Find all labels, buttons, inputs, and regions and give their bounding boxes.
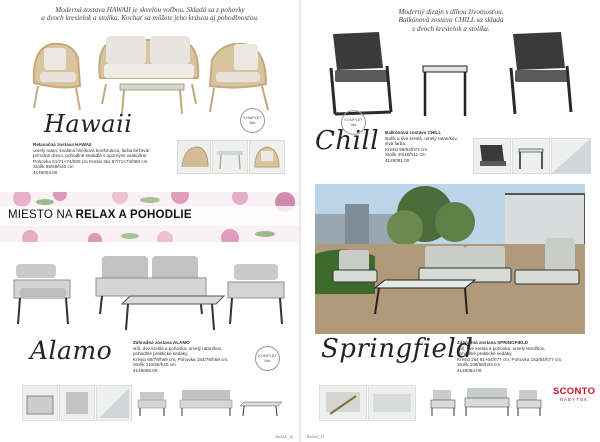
alamo-desc-line-2: pohodlné praktické sedáky,	[133, 351, 189, 357]
chill-komplet-badge	[341, 110, 366, 135]
hawaii-thumb-3	[249, 140, 285, 174]
chill-description	[385, 130, 475, 164]
chill-desc-kreslo: Kreslo 59/64/h73 cm	[385, 146, 428, 152]
chill-desc-line-2: sivá farba,	[385, 141, 407, 147]
alamo-desc-kreslo: Kreslo 66/78/h69 cm, Pohovka 154/78/h69 cm,	[133, 356, 229, 362]
left-page	[0, 0, 299, 442]
hawaii-left-cushion	[40, 72, 76, 82]
hawaii-intro-line-1: Moderná zostava HAWAII je skvelou voľbou. Skladá sa z pohovky	[55, 6, 245, 14]
hawaii-thumb-1	[177, 140, 211, 174]
chill-intro-line-1: Moderný dizajn s dlhou životnosťou.	[398, 8, 504, 16]
sconto-logo	[553, 386, 595, 416]
hawaii-desc-line-1: umelý ratan, kvalitná hliníková konštrukcia, farba béžová/	[33, 147, 150, 153]
chill-desc-stolik: Stolík 40/40/h41 cm	[385, 152, 426, 158]
hawaii-thumb-2	[212, 140, 248, 174]
hawaii-desc-pohovka: Pohovka 51/71×74/h80 cm Kreslo 2ks 57/71×74/h80 cm	[33, 158, 148, 164]
hawaii-furniture-image	[22, 28, 282, 120]
alamo-product-code: 4149058.00	[133, 367, 158, 373]
alamo-badge-count: 6ks	[264, 358, 271, 363]
alamo-thumb-3	[96, 385, 132, 421]
springfield-desc-stolik: Stolík 108/56/h44 cm	[457, 362, 501, 368]
alamo-thumb-1	[22, 385, 58, 421]
chill-furniture-image	[327, 26, 581, 118]
banner-text-regular: MIESTO NA	[8, 209, 76, 221]
chill-intro-line-2: Balkónová zostava CHILL sa skladá	[398, 16, 504, 25]
alamo-description	[133, 340, 263, 374]
springfield-description	[457, 340, 593, 374]
springfield-desc-kreslo: Kreslo 2ks 61×64/h77 cm, Pohovka 153/64/h77 cm,	[457, 356, 563, 362]
hawaii-desc-title: Relaxačná zostava HAWAII	[33, 142, 92, 147]
alamo-items-strip	[136, 386, 286, 418]
chill-thumb-2	[512, 138, 550, 174]
alamo-furniture-image	[10, 252, 290, 334]
chill-thumb-1	[473, 138, 511, 174]
springfield-desc-line-1: stôl, dve kreslá a pohovka, umelý textil/kov,	[457, 345, 546, 351]
banner-text-bold: RELAX A POHODLIE	[75, 209, 192, 221]
springfield-desc-title: Záhradná zostava SPRINGFIELD	[457, 340, 528, 345]
springfield-title: Springfield	[321, 334, 474, 364]
springfield-product-code: 4149064.00	[457, 367, 482, 373]
relax-banner	[0, 192, 299, 242]
chill-badge-label: KOMPLET	[344, 117, 363, 122]
hawaii-description	[33, 142, 173, 176]
hawaii-title: Hawaii	[44, 110, 133, 138]
right-page-number: BAZAR_17	[307, 435, 325, 439]
hawaii-intro-line-2: a dvoch kresielok a stolíka. Kochať sa môžete jeho krásou aj pohodlnosťou.	[41, 14, 259, 23]
chill-badge-count: 3ks	[350, 122, 357, 127]
alamo-komplet-badge	[255, 346, 280, 371]
chill-product-code: 4149091.00	[385, 157, 410, 163]
alamo-title: Alamo	[30, 336, 113, 365]
alamo-desc-stolik: Stolík 110/56/h40 cm	[133, 362, 176, 368]
springfield-thumb-1	[319, 385, 367, 421]
alamo-desc-title: Záhradná zostava ALAMO	[133, 340, 190, 345]
alamo-badge-label: KOMPLET	[258, 353, 277, 358]
sconto-logo-name: SCONTO	[553, 386, 596, 397]
hawaii-desc-line-2: prírodné drevo, pohodlné sedadlá s opornými vankúšmi,	[33, 153, 148, 159]
hawaii-intro	[20, 6, 280, 23]
sconto-logo-sub: NÁBYTOK	[559, 397, 589, 402]
chill-intro-line-3: z dvoch kresielok a stolíka.	[412, 24, 490, 33]
chill-title: Chill	[315, 126, 380, 156]
chill-desc-title: Balkónová zostava CHILL	[385, 130, 442, 135]
chill-thumb-3	[551, 138, 591, 174]
hawaii-badge-label: KOMPLET	[243, 115, 262, 120]
springfield-photo	[315, 184, 585, 334]
left-page-number: BAZAR_16	[275, 435, 293, 439]
chill-desc-line-1: stolík a dve kreslá, umelý ratan/kov,	[385, 135, 458, 141]
right-page	[301, 0, 600, 442]
alamo-thumb-2	[59, 385, 95, 421]
hawaii-product-code: 4149004.00	[33, 169, 58, 175]
alamo-desc-line-1: stôl, dve kreslá a pohovka, umelý ratan/kov,	[133, 345, 223, 351]
hawaii-desc-stolik: Stolík 85/58/h40 cm	[33, 164, 74, 170]
hawaii-komplet-badge	[240, 108, 265, 133]
hawaii-badge-count: 8ks	[249, 120, 256, 125]
springfield-thumb-2	[368, 385, 416, 421]
springfield-desc-line-2: pohodlné praktické sedáky,	[457, 351, 513, 357]
banner-headline	[8, 209, 192, 221]
springfield-items-strip	[427, 386, 545, 418]
